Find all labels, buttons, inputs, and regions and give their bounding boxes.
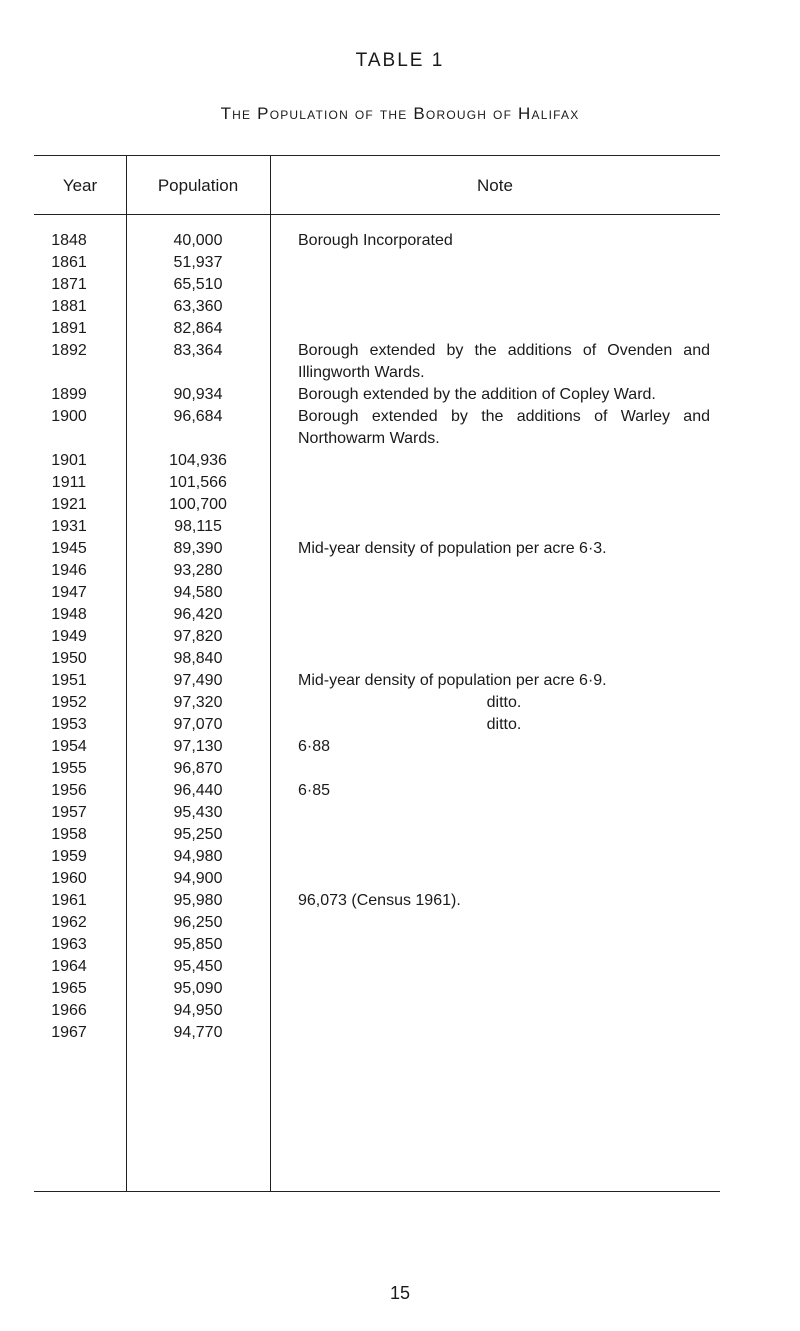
year-cell: 1956 — [51, 782, 87, 799]
year-cell: 1891 — [51, 320, 87, 337]
table-body — [0, 230, 800, 1044]
year-cell: 1951 — [51, 672, 87, 689]
year-cell: 1954 — [51, 738, 87, 755]
population-cell: 104,936 — [169, 452, 227, 469]
year-cell: 1900 — [51, 408, 87, 425]
population-cell: 96,870 — [173, 760, 223, 777]
header-population: Population — [157, 176, 239, 195]
note-cell — [298, 912, 710, 934]
table-bottom-rule — [34, 1191, 720, 1192]
year-cell: 1901 — [51, 452, 87, 469]
year-cell: 1881 — [51, 298, 87, 315]
year-cell: 1966 — [51, 1002, 87, 1019]
population-cell: 94,950 — [173, 1002, 223, 1019]
year-cell: 1965 — [51, 980, 87, 997]
table-row — [0, 1022, 800, 1044]
table-row — [0, 802, 800, 824]
population-cell: 94,770 — [173, 1024, 223, 1041]
population-cell: 95,090 — [173, 980, 223, 997]
table-row — [0, 472, 800, 494]
year-cell: 1861 — [51, 254, 87, 271]
year-cell: 1948 — [51, 606, 87, 623]
population-cell: 40,000 — [173, 232, 223, 249]
note-cell — [298, 956, 710, 978]
population-cell: 96,684 — [173, 408, 223, 425]
population-cell: 97,130 — [173, 738, 223, 755]
table-row — [0, 538, 800, 560]
population-cell: 95,450 — [173, 958, 223, 975]
population-cell: 93,280 — [173, 562, 223, 579]
header-note: Note — [477, 176, 513, 195]
note-cell — [298, 516, 710, 538]
year-cell: 1899 — [51, 386, 87, 403]
year-cell: 1957 — [51, 804, 87, 821]
note-cell: 6·88 — [298, 738, 331, 755]
note-cell — [298, 472, 710, 494]
note-cell — [298, 1022, 710, 1044]
year-cell: 1871 — [51, 276, 87, 293]
note-cell — [298, 494, 710, 516]
note-cell — [298, 1000, 710, 1022]
note-cell — [298, 252, 710, 274]
year-cell: 1952 — [51, 694, 87, 711]
table-row — [0, 824, 800, 846]
table-row — [0, 560, 800, 582]
year-cell: 1959 — [51, 848, 87, 865]
note-cell — [298, 296, 710, 318]
population-cell: 101,566 — [169, 474, 227, 491]
year-cell: 1945 — [51, 540, 87, 557]
population-cell: 94,980 — [173, 848, 223, 865]
year-cell: 1931 — [51, 518, 87, 535]
table-row — [0, 1000, 800, 1022]
population-cell: 98,840 — [173, 650, 223, 667]
table-row — [0, 406, 800, 450]
note-cell — [298, 868, 710, 890]
table-row — [0, 978, 800, 1000]
note-cell — [298, 934, 710, 956]
population-cell: 98,115 — [174, 518, 222, 535]
note-cell: Mid-year density of population per acre 6·3. — [298, 540, 607, 557]
year-cell: 1947 — [51, 584, 87, 601]
note-cell — [298, 758, 710, 780]
population-cell: 82,864 — [173, 320, 223, 337]
note-cell — [298, 824, 710, 846]
note-cell — [298, 846, 710, 868]
year-cell: 1950 — [51, 650, 87, 667]
page-number: 15 — [389, 1283, 411, 1303]
table-row — [0, 648, 800, 670]
note-cell — [298, 450, 710, 472]
table-row — [0, 340, 800, 384]
table-row — [0, 670, 800, 692]
note-cell: 6·85 — [298, 782, 331, 799]
population-cell: 97,070 — [173, 716, 223, 733]
table-row — [0, 626, 800, 648]
population-cell: 96,440 — [173, 782, 223, 799]
year-cell: 1911 — [51, 474, 87, 491]
table-row — [0, 956, 800, 978]
note-cell: Borough extended by the additions of Ovenden and Illingworth Wards. — [298, 342, 710, 381]
year-cell: 1963 — [51, 936, 87, 953]
note-cell — [298, 582, 710, 604]
population-cell: 95,980 — [173, 892, 223, 909]
table-row — [0, 582, 800, 604]
table-row — [0, 890, 800, 912]
population-cell: 89,390 — [173, 540, 223, 557]
note-cell: Borough extended by the addition of Copley Ward. — [298, 386, 656, 403]
year-cell: 1967 — [51, 1024, 87, 1041]
table-row — [0, 516, 800, 538]
table-row — [0, 274, 800, 296]
table-title: TABLE 1 — [355, 50, 445, 71]
year-cell: 1949 — [51, 628, 87, 645]
table-row — [0, 318, 800, 340]
table-subtitle: The Population of the Borough of Halifax — [220, 104, 580, 123]
note-cell: Mid-year density of population per acre 6·9. — [298, 672, 607, 689]
table-top-rule — [34, 155, 720, 156]
year-cell: 1892 — [51, 342, 87, 359]
table-row — [0, 296, 800, 318]
year-cell: 1953 — [51, 716, 87, 733]
population-cell: 83,364 — [173, 342, 223, 359]
note-cell: 96,073 (Census 1961). — [298, 892, 461, 909]
population-cell: 65,510 — [173, 276, 223, 293]
table-row — [0, 912, 800, 934]
table-row — [0, 846, 800, 868]
table-row — [0, 230, 800, 252]
population-cell: 90,934 — [173, 386, 223, 403]
table-row — [0, 868, 800, 890]
population-cell: 97,820 — [173, 628, 223, 645]
table-row — [0, 450, 800, 472]
note-cell: Borough Incorporated — [298, 232, 453, 249]
population-cell: 95,250 — [173, 826, 223, 843]
year-cell: 1962 — [51, 914, 87, 931]
population-cell: 95,850 — [173, 936, 223, 953]
note-cell — [298, 626, 710, 648]
table-row — [0, 384, 800, 406]
note-cell: ditto. — [486, 694, 522, 711]
population-cell: 100,700 — [169, 496, 227, 513]
table-row — [0, 934, 800, 956]
year-cell: 1921 — [51, 496, 87, 513]
population-cell: 94,900 — [173, 870, 223, 887]
year-cell: 1964 — [51, 958, 87, 975]
year-cell: 1958 — [51, 826, 87, 843]
table-row — [0, 714, 800, 736]
note-cell: Borough extended by the additions of Warley and Northowarm Wards. — [298, 408, 710, 447]
table-row — [0, 604, 800, 626]
note-cell — [298, 318, 710, 340]
population-cell: 97,320 — [173, 694, 223, 711]
population-cell: 96,420 — [173, 606, 223, 623]
population-cell: 96,250 — [173, 914, 223, 931]
note-cell — [298, 978, 710, 1000]
year-cell: 1946 — [51, 562, 87, 579]
note-cell — [298, 560, 710, 582]
note-cell: ditto. — [486, 716, 522, 733]
table-row — [0, 692, 800, 714]
header-bottom-rule — [34, 214, 720, 215]
note-cell — [298, 802, 710, 824]
note-cell — [298, 648, 710, 670]
population-cell: 94,580 — [173, 584, 223, 601]
population-cell: 63,360 — [173, 298, 223, 315]
population-cell: 95,430 — [173, 804, 223, 821]
year-cell: 1960 — [51, 870, 87, 887]
table-row — [0, 758, 800, 780]
table-row — [0, 252, 800, 274]
table-row — [0, 780, 800, 802]
table-row — [0, 494, 800, 516]
year-cell: 1955 — [51, 760, 87, 777]
population-cell: 51,937 — [173, 254, 223, 271]
table-row — [0, 736, 800, 758]
note-cell — [298, 604, 710, 626]
year-cell: 1961 — [51, 892, 87, 909]
note-cell — [298, 274, 710, 296]
header-year: Year — [62, 176, 98, 195]
year-cell: 1848 — [51, 232, 87, 249]
population-cell: 97,490 — [173, 672, 223, 689]
